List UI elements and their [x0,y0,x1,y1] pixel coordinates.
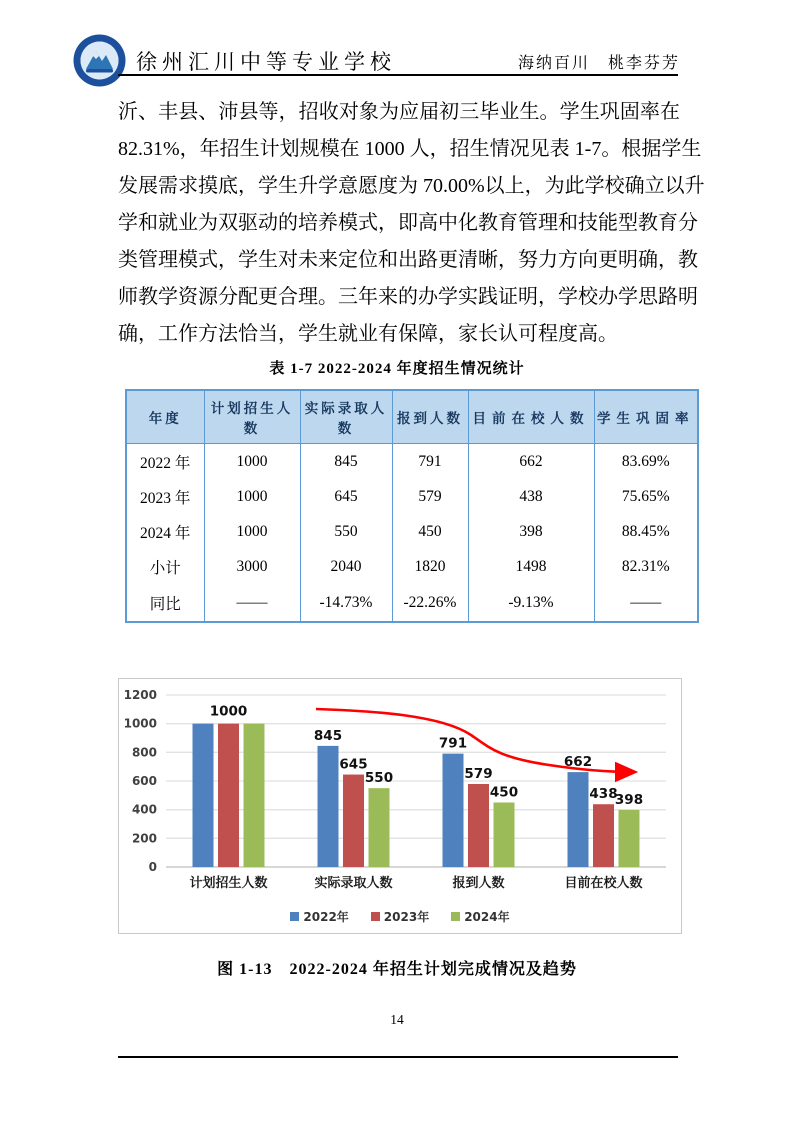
category-label: 目前在校人数 [564,875,643,890]
cell: 82.31% [594,549,698,584]
y-tick-label: 400 [131,802,157,817]
figure-caption: 图 1-13 2022-2024 年招生计划完成情况及趋势 [217,961,577,978]
col-header-enrolled: 目前在校人数 [468,390,594,444]
legend-label: 2023年 [383,910,430,924]
cell: 1498 [468,549,594,584]
page-number: 14 [390,1012,404,1027]
table-row [126,514,698,549]
cell: 小计 [126,549,204,584]
legend-item-2024 [451,908,509,925]
bar [568,772,589,867]
table-caption: 表 1-7 2022-2024 年度招生情况统计 [269,361,525,377]
y-tick-label: 200 [131,831,157,846]
table-row-subtotal [126,549,698,584]
cell: -14.73% [300,584,392,622]
school-name: 徐州汇川中等专业学校 [136,50,396,74]
paragraph-line: 学和就业为双驱动的培养模式，即高中化教育管理和技能型教育分 [118,212,698,234]
cell: -9.13% [468,584,594,622]
cell: 3000 [204,549,300,584]
value-label: 645 [339,756,368,773]
col-header-registered: 报到人数 [392,390,468,444]
value-label: 791 [438,735,468,752]
bar [619,810,640,867]
cell: 2022 年 [126,444,204,480]
table-row [126,444,698,480]
paragraph-line: 82.31%，年招生计划规模在 1000 人，招生情况见表 1-7。根据学生 [118,138,702,160]
cell: 450 [392,514,468,549]
enrollment-stats-table [125,389,699,623]
col-header-admitted: 实际录取人数 [300,390,392,444]
cell: 2040 [300,549,392,584]
value-label: 1000 [209,703,248,720]
body-paragraph [118,94,705,353]
legend-item-2022 [290,908,348,925]
bar-chart [118,678,682,934]
legend-label: 2024年 [464,910,510,924]
cell: 438 [468,479,594,514]
cell: -22.26% [392,584,468,622]
cell: —— [594,584,698,622]
value-label: 579 [464,766,493,783]
paragraph-line: 沂、丰县、沛县等，招收对象为应届初三毕业生。学生巩固率在 [118,101,680,123]
value-label: 662 [563,754,593,771]
bar [468,784,489,867]
cell: 1000 [204,514,300,549]
cell: 同比 [126,584,204,622]
bar [343,775,364,867]
bar [244,724,265,867]
bar [443,754,464,867]
category-label: 报到人数 [452,875,505,890]
cell: 2024 年 [126,514,204,549]
table-row-yoy [126,584,698,622]
cell: 662 [468,444,594,480]
chart-legend [119,908,681,925]
table-row [126,479,698,514]
col-header-retention: 学生巩固率 [594,390,698,444]
category-label: 实际录取人数 [314,875,393,890]
y-tick-label: 600 [131,774,157,788]
bar [593,804,614,867]
legend-label: 2022年 [303,910,349,924]
cell: 83.69% [594,444,698,480]
legend-swatch-2022 [290,912,299,921]
legend-swatch-2024 [451,912,460,921]
bar [318,746,339,867]
footer-rule [118,1056,678,1058]
cell: 2023 年 [126,479,204,514]
value-label: 845 [313,727,343,744]
col-header-year: 年度 [126,390,204,444]
header-rule [118,74,678,76]
cell: 845 [300,444,392,480]
cell: 579 [392,479,468,514]
y-tick-label: 0 [148,860,157,874]
value-label: 398 [614,791,644,808]
bar [193,724,214,867]
school-logo-icon [72,33,127,88]
y-tick-label: 800 [131,745,157,760]
value-label: 550 [364,770,394,787]
cell: 1000 [204,444,300,480]
cell: 550 [300,514,392,549]
value-label: 450 [489,784,519,801]
category-label: 计划招生人数 [189,875,268,890]
paragraph-line: 类管理模式，学生对未来定位和出路更清晰，努力方向更明确，教 [118,249,698,271]
legend-item-2023 [371,908,429,925]
cell: 398 [468,514,594,549]
bar [494,803,515,868]
paragraph-line: 发展需求摸底，学生升学意愿度为 70.00%以上，为此学校确立以升 [118,175,705,197]
cell: 1820 [392,549,468,584]
cell: —— [204,584,300,622]
cell: 645 [300,479,392,514]
bar [218,724,239,867]
cell: 75.65% [594,479,698,514]
bar [369,788,390,867]
legend-swatch-2023 [371,912,380,921]
paragraph-line: 师教学资源分配更合理。三年来的办学实践证明，学校办学思路明 [118,286,698,308]
bar-chart-canvas [119,679,679,931]
y-tick-label: 1200 [123,688,157,702]
value-label: 438 [589,786,618,803]
paragraph-line: 确，工作方法恰当，学生就业有保障，家长认可程度高。 [118,323,618,345]
y-tick-label: 1000 [123,716,157,731]
table-header-row [126,390,698,444]
cell: 791 [392,444,468,480]
cell: 1000 [204,479,300,514]
col-header-planned: 计划招生人数 [204,390,300,444]
header-motto: 海纳百川 桃李芬芳 [517,55,680,72]
cell: 88.45% [594,514,698,549]
